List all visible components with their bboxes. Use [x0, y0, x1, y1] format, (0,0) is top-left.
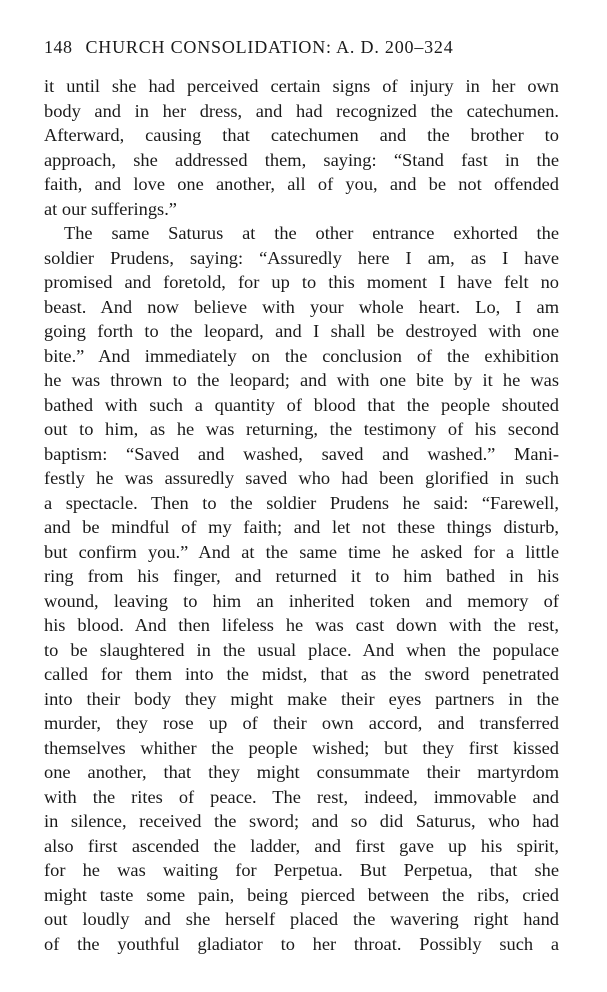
- page-number: 148: [44, 37, 73, 57]
- text-line: might taste some pain, being pierced between the ribs, cried: [44, 884, 559, 905]
- text-line: baptism: “Saved and washed, saved and washed.” Mani-: [44, 443, 559, 464]
- text-line: Afterward, causing that catechumen and the brother to: [44, 125, 559, 145]
- text-line: bathed with such a quantity of blood that the people shouted: [44, 394, 559, 415]
- running-title: CHURCH CONSOLIDATION: A. D. 200–324: [85, 37, 454, 57]
- text-line: he was thrown to the leopard; and with one bite by it he was: [44, 370, 559, 390]
- text-line: The same Saturus at the other entrance exhorted the: [64, 223, 559, 243]
- text-line: approach, she addressed them, saying: “Stand fast in the: [44, 149, 559, 170]
- text-line: with the rites of peace. The rest, indeed, immovable and: [44, 786, 559, 807]
- running-head: [44, 30, 559, 74]
- text-line: promised and foretold, for up to this moment I have felt no: [44, 272, 559, 292]
- text-line: called for them into the midst, that as the sword penetrated: [44, 664, 559, 684]
- text-line: ring from his finger, and returned it to him bathed in his: [44, 566, 559, 586]
- text-line: going forth to the leopard, and I shall be destroyed with one: [44, 321, 559, 341]
- body-text: [44, 74, 559, 956]
- text-line: body and in her dress, and had recognized the catechumen.: [44, 100, 559, 121]
- text-line: festly he was assuredly saved who had been glorified in such: [44, 468, 559, 488]
- text-line: into their body they might make their eyes partners in the: [44, 688, 559, 709]
- text-line: to be slaughtered in the usual place. And when the populace: [44, 639, 559, 660]
- text-line: but confirm you.” And at the same time he asked for a little: [44, 541, 559, 562]
- text-line: it until she had perceived certain signs of injury in her own: [44, 76, 559, 96]
- text-line: wound, leaving to him an inherited token and memory of: [44, 590, 559, 611]
- text-line: for he was waiting for Perpetua. But Perpetua, that she: [44, 860, 559, 880]
- text-line: themselves whither the people wished; but they first kissed: [44, 737, 559, 758]
- paragraph: [44, 74, 559, 221]
- text-line: a spectacle. Then to the soldier Prudens he said: “Farewell,: [44, 492, 559, 513]
- text-line: at our sufferings.”: [44, 198, 177, 219]
- text-line: out to him, as he was returning, the testimony of his second: [44, 419, 559, 439]
- text-line: faith, and love one another, all of you, and be not offended: [44, 174, 559, 194]
- book-page: [44, 30, 559, 956]
- text-line: soldier Prudens, saying: “Assuredly here I am, as I have: [44, 247, 559, 268]
- text-line: in silence, received the sword; and so did Saturus, who had: [44, 811, 559, 831]
- text-line: of the youthful gladiator to her throat. Possibly such a: [44, 933, 559, 954]
- text-line: and be mindful of my faith; and let not these things disturb,: [44, 517, 559, 537]
- text-line: bite.” And immediately on the conclusion of the exhibition: [44, 345, 559, 366]
- text-line: his blood. And then lifeless he was cast down with the rest,: [44, 615, 559, 635]
- text-line: also first ascended the ladder, and first gave up his spirit,: [44, 835, 559, 856]
- text-line: out loudly and she herself placed the wavering right hand: [44, 909, 559, 929]
- text-line: murder, they rose up of their own accord, and transferred: [44, 713, 559, 733]
- text-line: beast. And now believe with your whole heart. Lo, I am: [44, 296, 559, 317]
- paragraph: [44, 221, 559, 956]
- text-line: one another, that they might consummate their martyrdom: [44, 762, 559, 782]
